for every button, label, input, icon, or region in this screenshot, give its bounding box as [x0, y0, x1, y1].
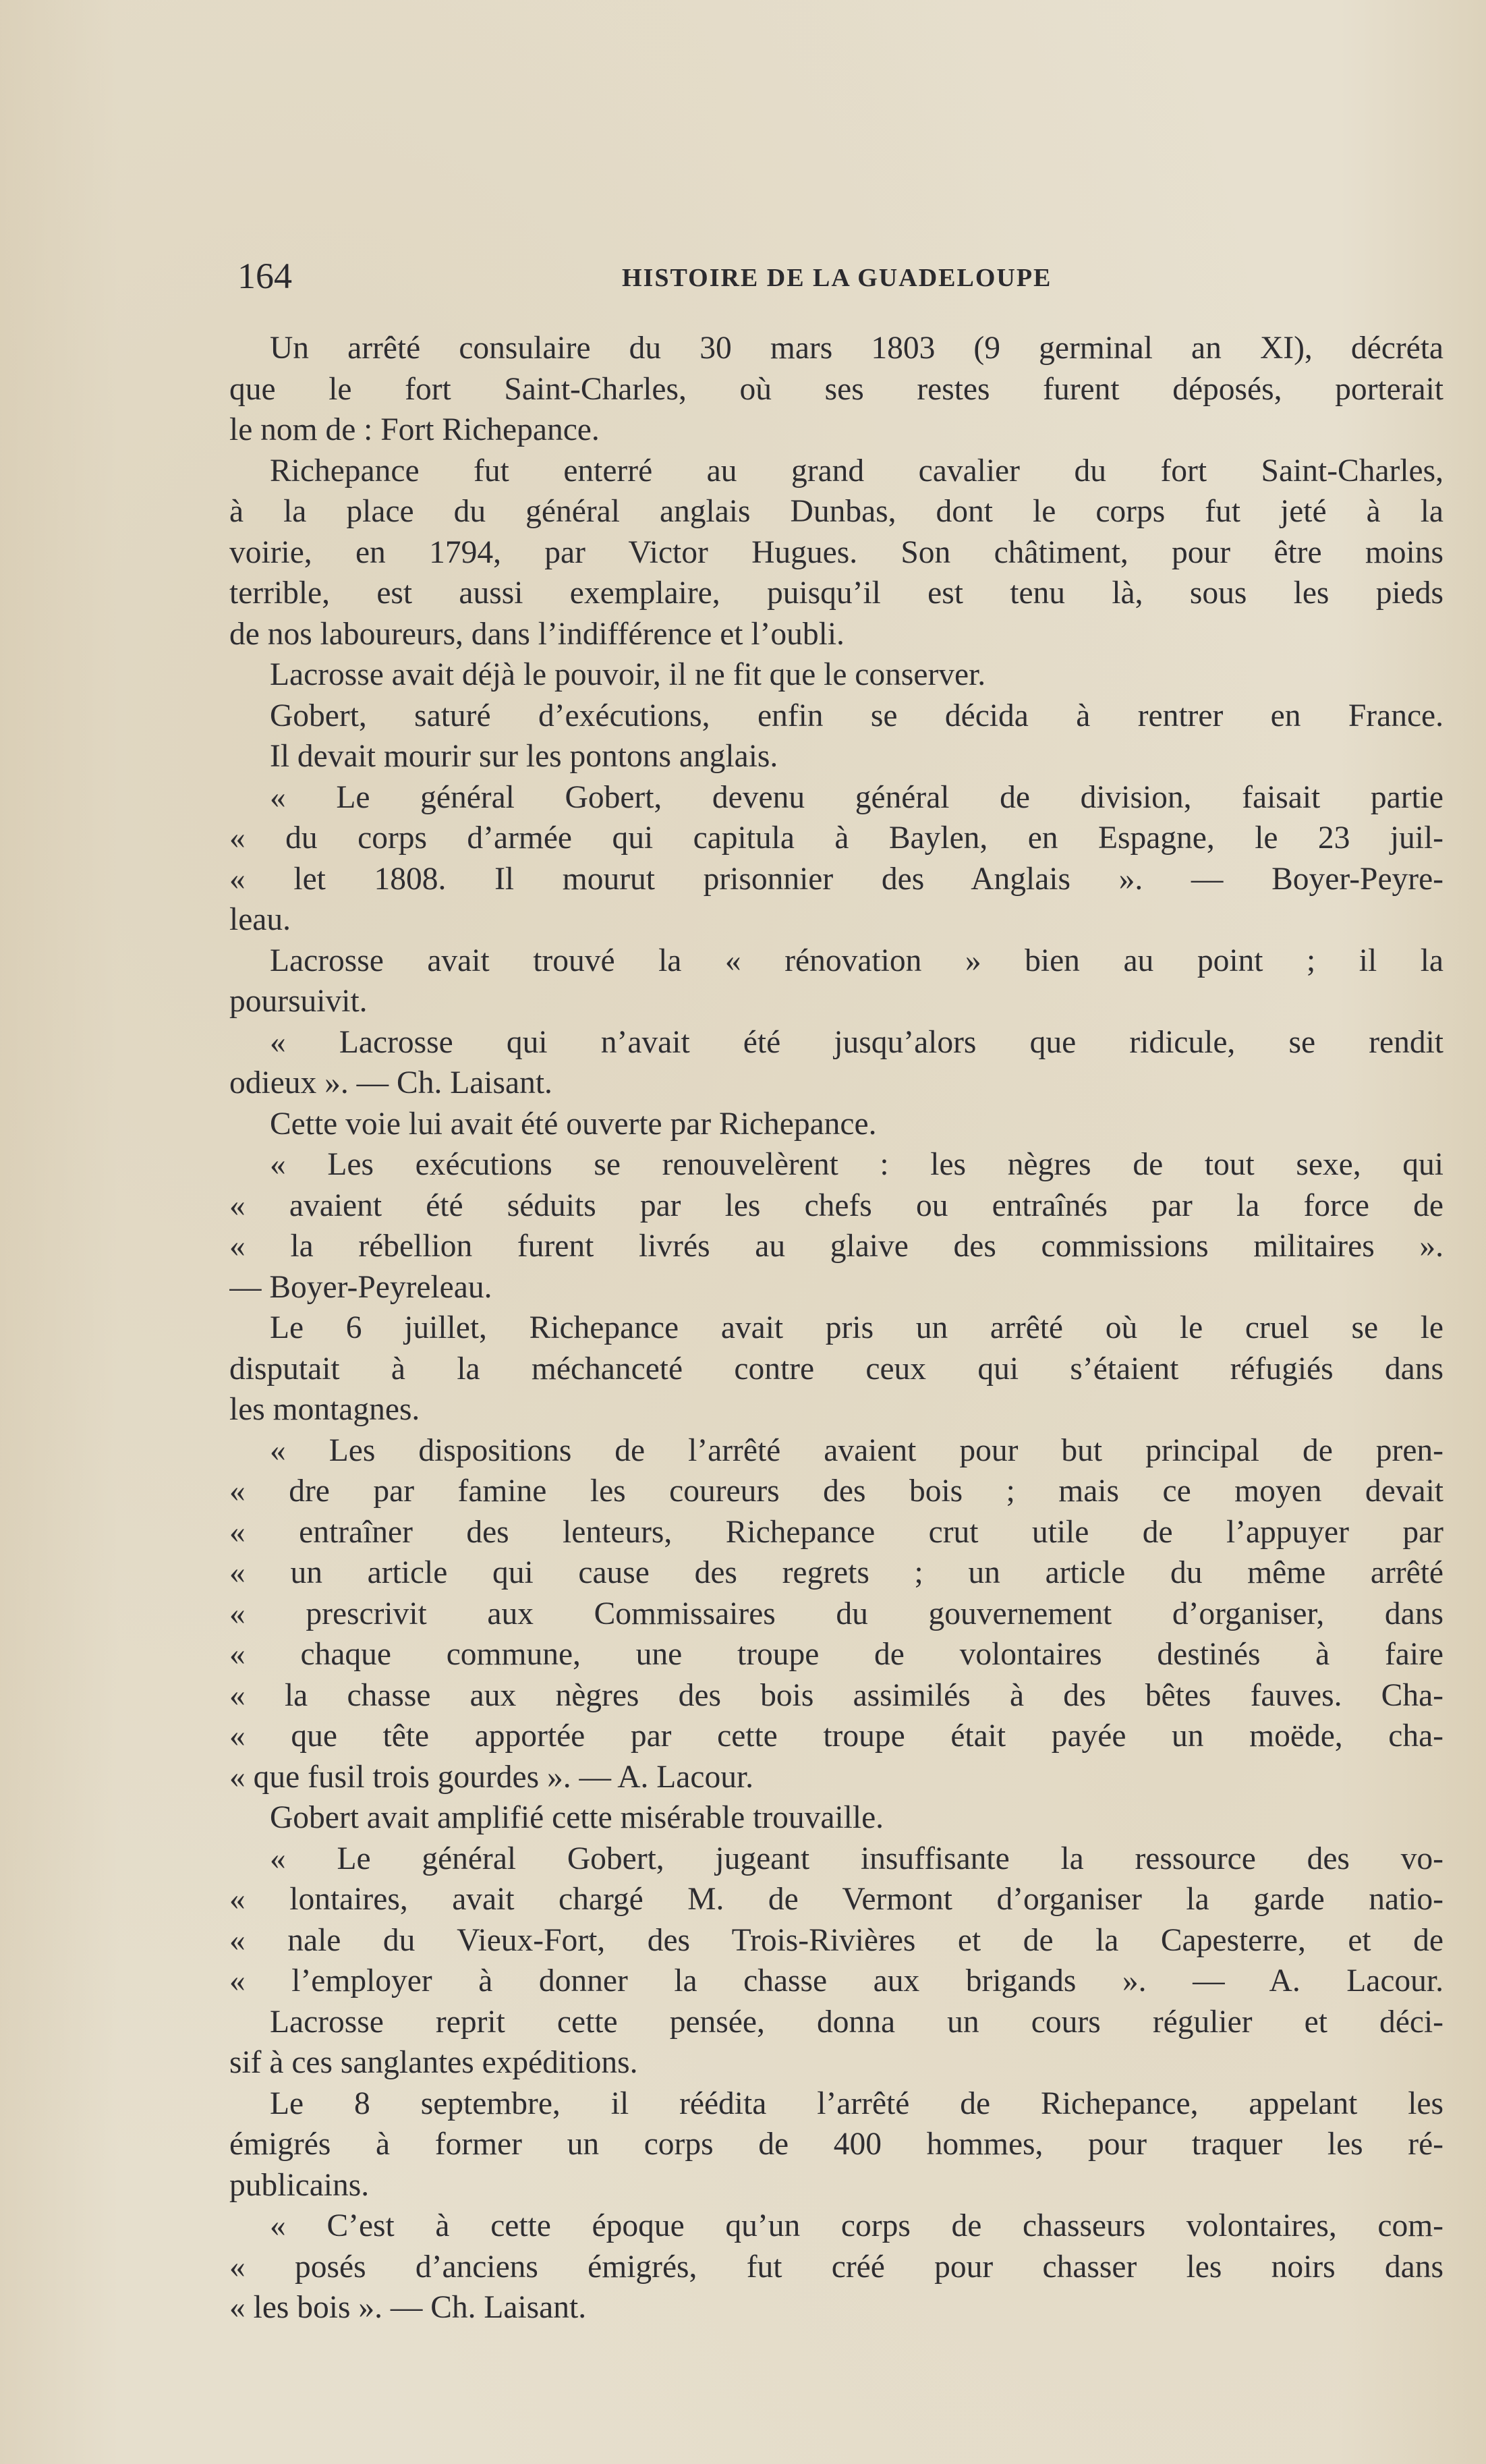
- text-line: « Les dispositions de l’arrêté avaient pour but principal de pren-: [270, 1432, 1444, 1468]
- text-line: Gobert avait amplifié cette misérable trouvaille.: [270, 1800, 884, 1835]
- text-line: « un article qui cause des regrets ; un article du même arrêté: [229, 1555, 1444, 1590]
- text-line: « la chasse aux nègres des bois assimilés à des bêtes fauves. Cha-: [229, 1677, 1444, 1713]
- text-line: terrible, est aussi exemplaire, puisqu’il est tenu là, sous les pieds: [229, 576, 1444, 611]
- text-line: sif à ces sanglantes expéditions.: [229, 2045, 638, 2080]
- text-line: « Le général Gobert, jugeant insuffisante la ressource des vo-: [270, 1841, 1444, 1876]
- text-line: de nos laboureurs, dans l’indifférence et l’oubli.: [229, 616, 845, 652]
- text-line: leau.: [229, 902, 291, 937]
- running-title: HISTOIRE DE LA GUADELOUPE: [622, 264, 1052, 292]
- text-line: Lacrosse reprit cette pensée, donna un cours régulier et déci-: [270, 2004, 1444, 2040]
- text-line: émigrés à former un corps de 400 hommes, pour traquer les ré-: [229, 2127, 1444, 2162]
- text-line: « les bois ». — Ch. Laisant.: [229, 2290, 587, 2325]
- text-line: Lacrosse avait trouvé la « rénovation » bien au point ; il la: [270, 943, 1444, 978]
- text-line: les montagnes.: [229, 1392, 420, 1427]
- text-line: — Boyer-Peyreleau.: [229, 1269, 492, 1305]
- text-line: Richepance fut enterré au grand cavalier du fort Saint-Charles,: [270, 453, 1444, 488]
- text-line: publicains.: [229, 2167, 370, 2203]
- text-line: à la place du général anglais Dunbas, dont le corps fut jeté à la: [229, 494, 1444, 529]
- text-line: « avaient été séduits par les chefs ou entraînés par la force de: [229, 1187, 1444, 1223]
- text-line: « Le général Gobert, devenu général de division, faisait partie: [270, 779, 1444, 815]
- text-line: poursuivit.: [229, 984, 368, 1019]
- text-line: « let 1808. Il mourut prisonnier des Anglais ». — Boyer-Peyre-: [229, 861, 1444, 897]
- text-line: « du corps d’armée qui capitula à Baylen, en Espagne, le 23 juil-: [229, 820, 1444, 856]
- text-line: odieux ». — Ch. Laisant.: [229, 1065, 552, 1100]
- text-line: le nom de : Fort Richepance.: [229, 412, 600, 447]
- text-line: Lacrosse avait déjà le pouvoir, il ne fit que le conserver.: [270, 657, 986, 692]
- text-line: « la rébellion furent livrés au glaive des commissions militaires ».: [229, 1229, 1444, 1264]
- text-line: « Les exécutions se renouvelèrent : les nègres de tout sexe, qui: [270, 1147, 1444, 1182]
- text-line: « posés d’anciens émigrés, fut créé pour chasser les noirs dans: [229, 2249, 1444, 2285]
- text-line: Il devait mourir sur les pontons anglais.: [270, 739, 778, 774]
- text-line: disputait à la méchanceté contre ceux qui s’étaient réfugiés dans: [229, 1351, 1444, 1387]
- text-line: « Lacrosse qui n’avait été jusqu’alors que ridicule, se rendit: [270, 1024, 1444, 1060]
- text-line: « chaque commune, une troupe de volontaires destinés à faire: [229, 1637, 1444, 1672]
- text-line: que le fort Saint-Charles, où ses restes furent déposés, porterait: [229, 371, 1444, 407]
- page-number: 164: [237, 256, 292, 296]
- text-line: « lontaires, avait chargé M. de Vermont d’organiser la garde natio-: [229, 1882, 1444, 1917]
- text-line: Le 8 septembre, il réédita l’arrêté de Richepance, appelant les: [270, 2085, 1444, 2121]
- text-line: « dre par famine les coureurs des bois ; mais ce moyen devait: [229, 1474, 1444, 1509]
- text-line: « prescrivit aux Commissaires du gouvernement d’organiser, dans: [229, 1596, 1444, 1631]
- text-line: « nale du Vieux-Fort, des Trois-Rivières et de la Capesterre, et de: [229, 1922, 1444, 1958]
- text-line: « l’employer à donner la chasse aux brigands ». — A. Lacour.: [229, 1963, 1444, 1998]
- text-line: voirie, en 1794, par Victor Hugues. Son châtiment, pour être moins: [229, 534, 1444, 570]
- text-line: « entraîner des lenteurs, Richepance crut utile de l’appuyer par: [229, 1514, 1444, 1550]
- text-line: « que fusil trois gourdes ». — A. Lacour.: [229, 1759, 754, 1795]
- text-line: « C’est à cette époque qu’un corps de chasseurs volontaires, com-: [270, 2208, 1444, 2243]
- text-line: Gobert, saturé d’exécutions, enfin se décida à rentrer en France.: [270, 698, 1444, 733]
- text-line: « que tête apportée par cette troupe était payée un moëde, cha-: [229, 1718, 1444, 1754]
- body-text: [229, 328, 1444, 2328]
- page-header: [237, 255, 1249, 309]
- text-line: Un arrêté consulaire du 30 mars 1803 (9 germinal an XI), décréta: [270, 331, 1444, 366]
- text-line: Cette voie lui avait été ouverte par Richepance.: [270, 1106, 877, 1142]
- text-line: Le 6 juillet, Richepance avait pris un arrêté où le cruel se le: [270, 1310, 1444, 1345]
